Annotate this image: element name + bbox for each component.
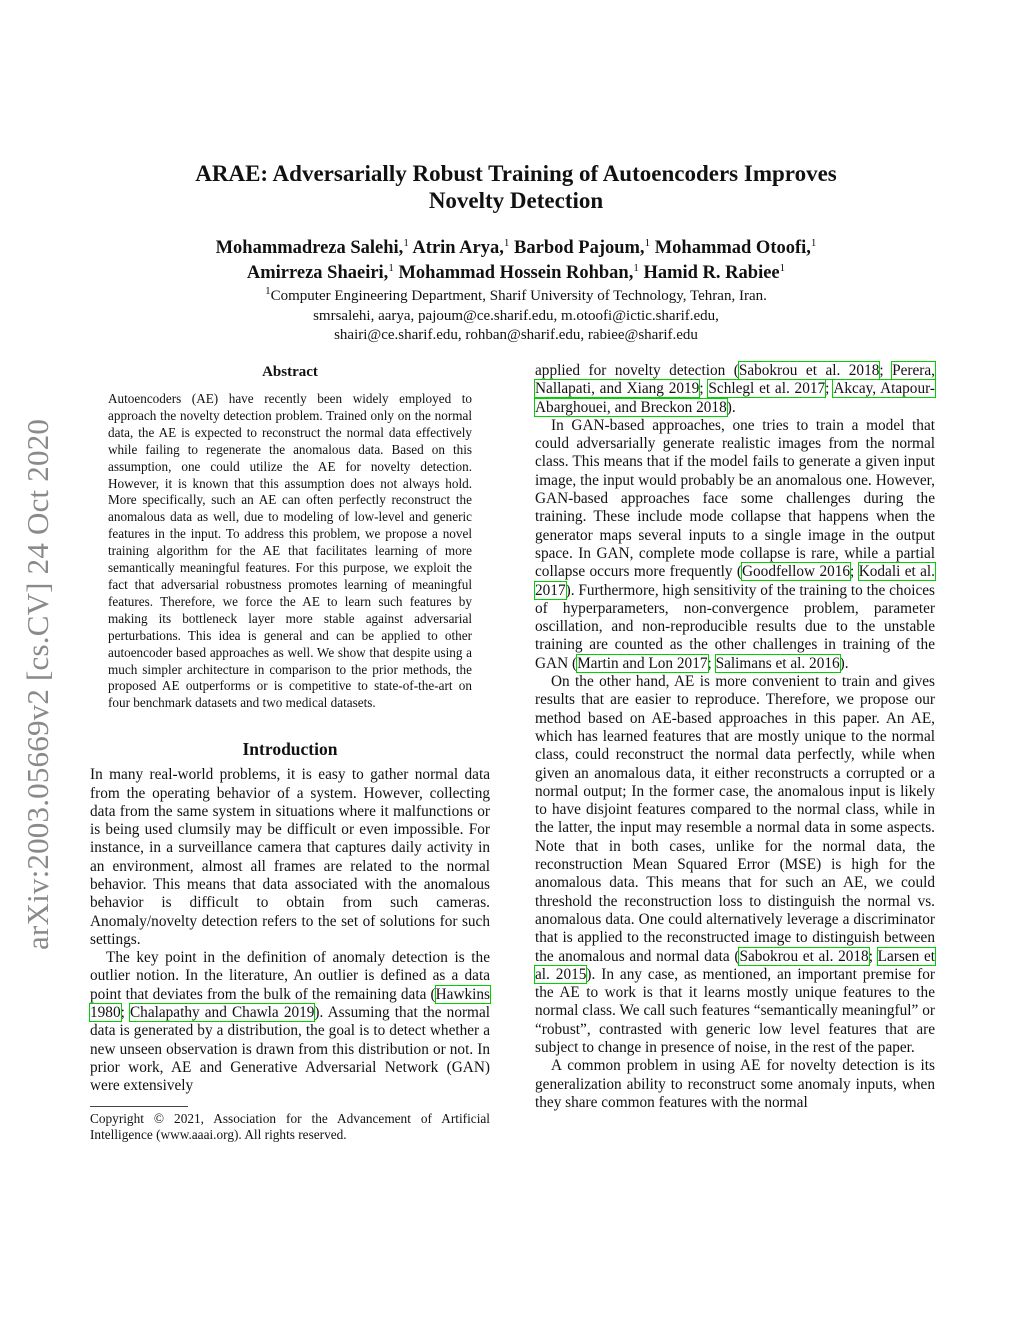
citation-link[interactable]: Salimans et al. 2016 — [715, 654, 840, 672]
author-name: Mohammad Hossein Rohban, — [398, 263, 634, 283]
author-emails-1: smrsalehi, aarya, pajoum@ce.sharif.edu, m.otoofi@ictic.sharif.edu, — [313, 307, 719, 324]
intro-paragraph-1: In many real-world problems, it is easy to gather normal data from the operating behavior of a system. However, collecting data from the same system in situations where it malfunctions or is being used clumsily may be difficult or even impossible. For instance, in a surveillance camera that captures daily activity in an environment, almost all frames are related to the normal behavior. This means that data associated with the anomalous behavior is difficult to obtain from such cameras. Anomaly/novelty detection refers to the set of solutions for such settings. — [90, 766, 490, 948]
citation-link[interactable]: Larsen et al. 2015 — [535, 947, 935, 983]
citation-link[interactable]: Akcay, Atapour-Abarghouei, and Breckon 2018 — [535, 380, 935, 416]
copyright-footnote: Copyright © 2021, Association for the Advancement of Artificial Intelligence (www.aaai.org). All rights reserved. — [90, 1110, 490, 1143]
citation-link[interactable]: Sabokrou et al. 2018 — [738, 362, 880, 379]
citation-link[interactable]: Hawkins 1980 — [90, 985, 490, 1022]
right-paragraph-continued: applied for novelty detection (Sabokrou et al. 2018; Perera, Nallapati, and Xiang 2019; Schlegl et al. 2017; Akcay, Atapour-Abarghouei, and Breckon 2018). — [535, 362, 935, 416]
citation-link[interactable]: Kodali et al. 2017 — [535, 563, 935, 599]
affiliation-text: Computer Engineering Department, Sharif University of Technology, Tehran, Iran. — [270, 288, 767, 304]
abstract-text: Autoencoders (AE) have recently been widely employed to approach the novelty detection problem. Trained only on the normal data, the AE is expected to reconstruct the normal data effectively while failing to regenerate the anomalous data. Based on this assumption, one could utilize the AE for novelty detection. However, it is known that this assumption does not always hold. More specifically, such an AE can often perfectly reconstruct the anomalous data as well, due to modeling of low-level and generic features in the input. To address this problem, we propose a novel training algorithm for the AE that facilitates learning of more semantically meaningful features. For this purpose, we exploit the fact that adversarial robustness promotes learning of meaningful features. Therefore, we force the AE to learn such features by making its bottleneck layer more stable against adversarial perturbations. This idea is general and can be applied to other autoencoder based approaches as well. We show that despite using a much simpler architecture in comparison to the prior methods, the proposed AE outperforms or is competitive to state-of-the-art on four benchmark datasets and two medical datasets. — [108, 391, 472, 711]
title-line-2: Novelty Detection — [428, 188, 604, 213]
citation-link[interactable]: Schlegl et al. 2017 — [708, 380, 826, 398]
author-name: Atrin Arya, — [412, 238, 504, 258]
abstract-heading: Abstract — [262, 364, 318, 380]
citation-link[interactable]: Chalapathy and Chawla 2019 — [129, 1004, 315, 1022]
author-name: Mohammad Otoofi, — [654, 238, 811, 258]
footnote-divider — [90, 1106, 188, 1107]
paper-title — [100, 160, 932, 214]
author-list: Mohammadreza Salehi,$^1$ Atrin Arya,$^1$ Barbod Pajoum,$^1$ Mohammad Otoofi,$^1$ Amirreza Shaeiri,$^1$ Mohammad Hossein Rohban,$^1$ Hamid R. Rabiee$^1$ — [215, 236, 817, 283]
author-name: Mohammadreza Salehi, — [215, 238, 404, 258]
citation-link[interactable]: Martin and Lon 2017 — [577, 654, 708, 672]
intro-paragraph-2: The key point in the definition of anomaly detection is the outlier notion. In the literature, An outlier is defined as a data point that deviates from the bulk of the remaining data (Hawkins 1980; Chalapathy and Chawla 2019). Assuming that the normal data is generated by a distribution, the goal is to detect whether a new unseen observation is drawn from this distribution or not. In prior work, AE and Generative Adversarial Network (GAN) were extensively — [90, 949, 490, 1095]
author-name: Barbod Pajoum, — [514, 238, 645, 258]
ae-paragraph: On the other hand, AE is more convenient to train and gives results that are easier to reproduce. Therefore, we propose our method based on AE-based approaches in this paper. An AE, which has learned features that are mostly unique to the normal class, could reconstruct the normal data perfectly, while when given an anomalous data, it either reconstructs a corrupted or a normal output; In the former case, the anomalous input is likely to have disjoint features compared to the normal class, while in the latter, the input may resemble a normal data in some aspects. Note that in both cases, unlike for the normal data, the reconstruction Mean Squared Error (MSE) is high for the anomalous data. This means that for such an AE, we could threshold the reconstruction loss to distinguish the normal vs. anomalous data. One could alternatively leverage a discriminator that is applied to the reconstructed image to distinguish between the anomalous and normal data (Sabokrou et al. 2018; Larsen et al. 2015). In any case, as mentioned, an important premise for the AE to work is that it learns mostly unique features to the normal class. We call such features “semantically meaningful” or “robust”, contrasted with generic low level features that are subject to change in presence of noise, in the rest of the paper. — [535, 673, 935, 1056]
arxiv-identifier: arXiv:2003.05669v2 [cs.CV] 24 Oct 2020 — [20, 418, 55, 950]
author-name: Hamid R. Rabiee — [643, 263, 780, 283]
introduction-heading: Introduction — [242, 739, 338, 760]
title-line-1: ARAE: Adversarially Robust Training of Autoencoders Improves — [195, 161, 837, 186]
left-column — [90, 362, 490, 1144]
author-emails-2: shairi@ce.sharif.edu, rohban@sharif.edu, rabiee@sharif.edu — [334, 327, 698, 343]
author-name: Amirreza Shaeiri, — [246, 263, 389, 283]
generalization-paragraph: A common problem in using AE for novelty detection is its generalization ability to reconstruct some anomaly inputs, when they share common features with the normal — [535, 1057, 935, 1111]
citation-link[interactable]: Goodfellow 2016 — [741, 563, 851, 581]
citation-link[interactable]: Sabokrou et al. 2018 — [739, 947, 869, 965]
citation-link[interactable]: Perera, Nallapati, and Xiang 2019 — [535, 362, 935, 398]
affiliation-block: $^1$Computer Engineering Department, Sharif University of Technology, Tehran, Iran. smrsalehi, aarya, pajoum@ce.sharif.edu, m.otoofi@ictic.sharif.edu, shairi@ce.sharif.edu, rohban@sharif.edu, rabiee@sharif.edu — [265, 285, 767, 343]
right-column — [535, 362, 935, 1112]
gan-paragraph: In GAN-based approaches, one tries to train a model that could adversarially generate realistic images from the normal class. This means that if the model fails to generate a given input image, the input would probably be an anomalous one. However, GAN-based approaches face some challenges during the training. These include mode collapse that happens when the generator maps several inputs to a single image in the output space. In GAN, complete mode collapse is rare, while a partial collapse occurs more frequently (Goodfellow 2016; Kodali et al. 2017). Furthermore, high sensitivity of the training to the choices of hyperparameters, non-convergence problem, parameter oscillation, and non-reproducible results due to the unstable training are counted as the other challenges in training of the GAN (Martin and Lon 2017; Salimans et al. 2016). — [535, 416, 935, 672]
